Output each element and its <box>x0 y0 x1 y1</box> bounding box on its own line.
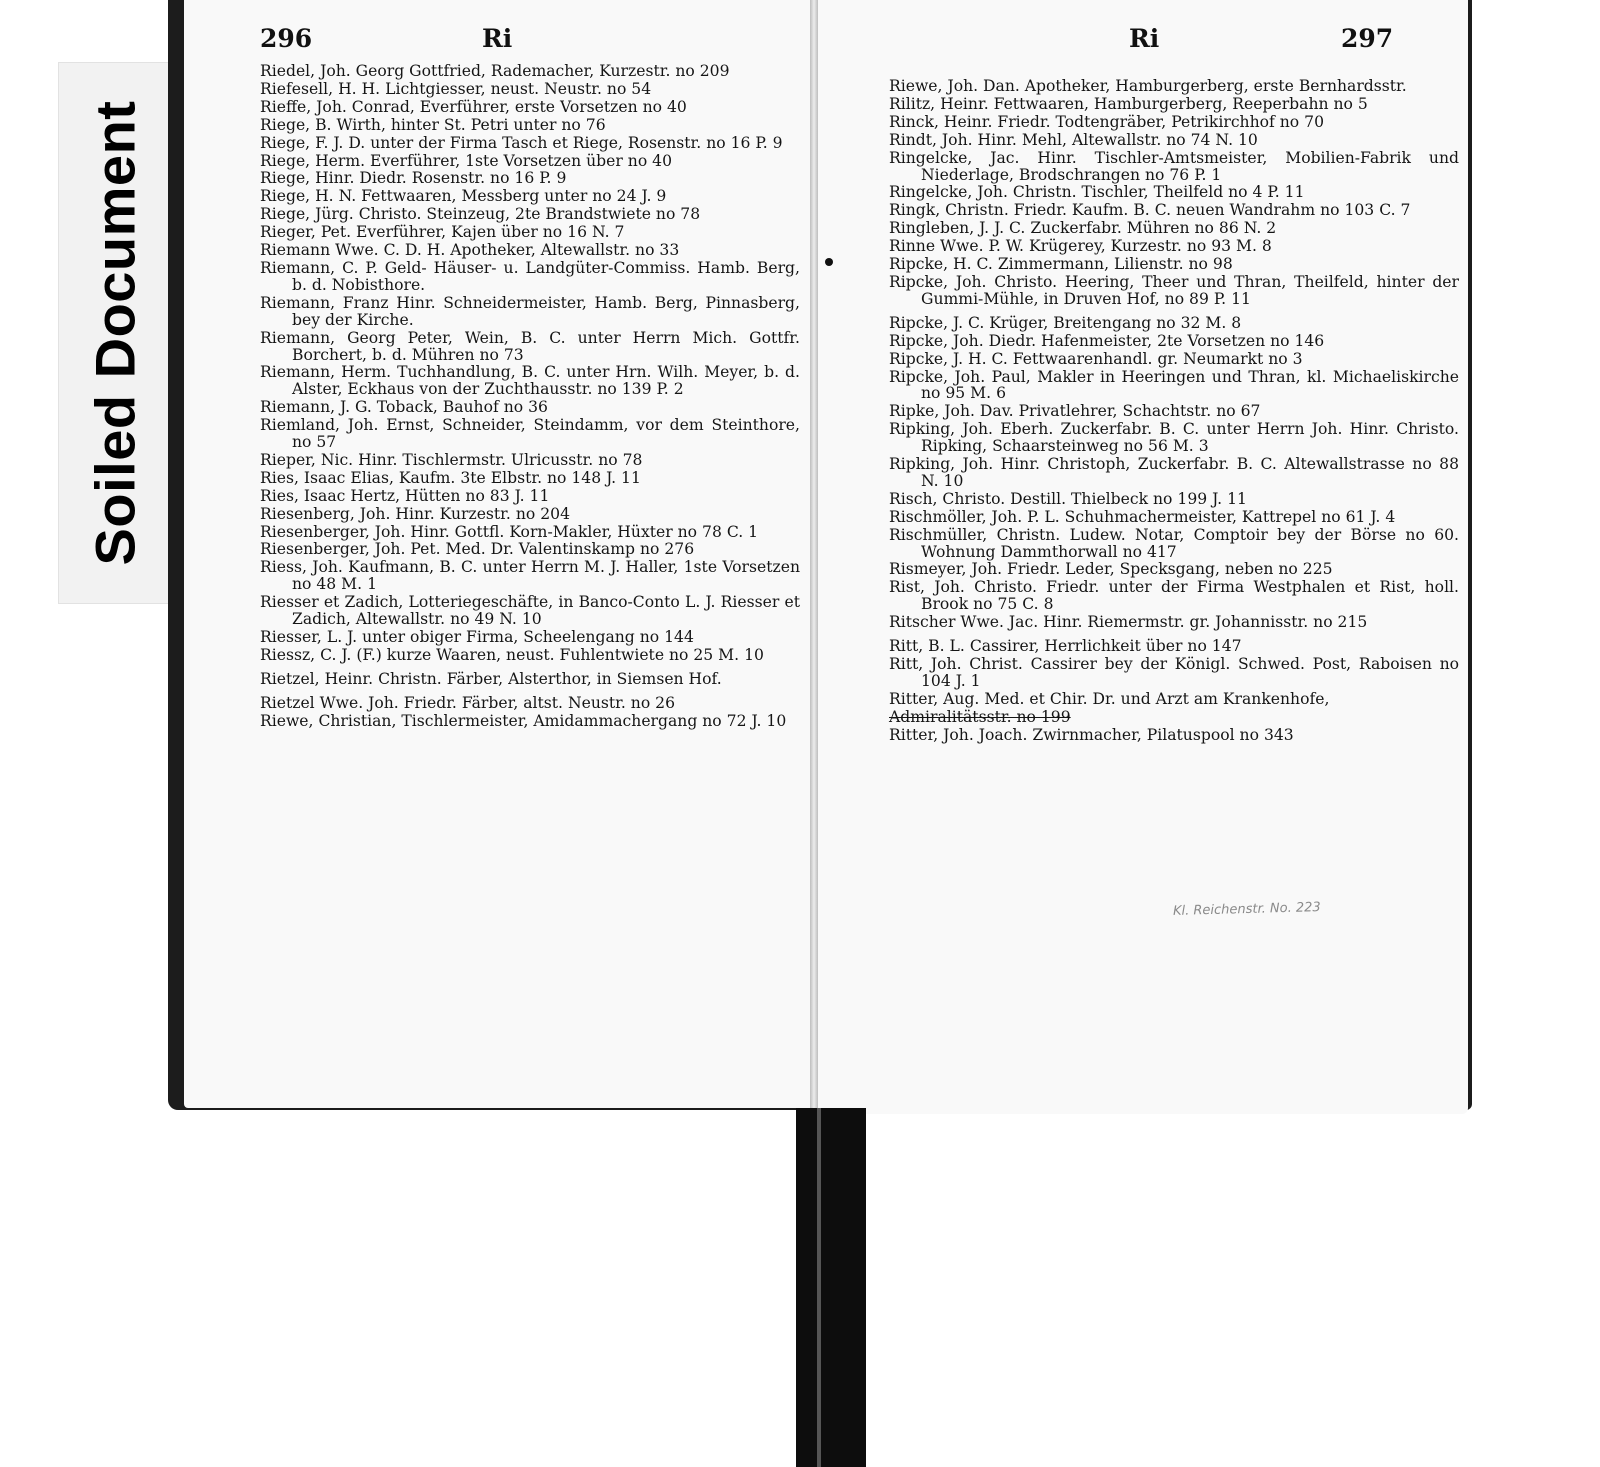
list-item: Ripking, Joh. Eberh. Zuckerfabr. B. C. unter Herrn Joh. Hinr. Christo. Ripking, Schaarsteinweg no 56 M. 3 <box>889 420 1459 456</box>
list-item: Ripcke, Joh. Diedr. Hafenmeister, 2te Vorsetzen no 146 <box>889 331 1325 350</box>
list-item: Riemann, C. P. Geld- Häuser- u. Landgüter-Commiss. Hamb. Berg, b. d. Nobisthore. <box>260 258 800 294</box>
list-item: Rist, Joh. Christo. Friedr. unter der Firma Westphalen et Rist, holl. Brook no 75 C. 8 <box>889 578 1459 614</box>
list-item: Riemann, Franz Hinr. Schneidermeister, Hamb. Berg, Pinnasberg, bey der Kirche. <box>260 293 800 329</box>
list-item: Ripke, Joh. Dav. Privatlehrer, Schachtstr. no 67 <box>889 402 1261 421</box>
left-page-number: 296 <box>260 24 313 53</box>
list-item: Ritt, B. L. Cassirer, Herrlichkeit über no 147 <box>889 637 1242 656</box>
list-item: Ripking, Joh. Hinr. Christoph, Zuckerfabr. B. C. Altewallstrasse no 88 N. 10 <box>889 455 1459 490</box>
list-item: Ries, Isaac Elias, Kaufm. 3te Elbstr. no 148 J. 11 <box>260 468 641 487</box>
list-item: Rischmüller, Christn. Ludew. Notar, Comptoir bey der Börse no 60. Wohnung Dammthorwall no 417 <box>889 525 1459 561</box>
list-item: Ritt, Joh. Christ. Cassirer bey der Königl. Schwed. Post, Raboisen no 104 J. 1 <box>889 655 1459 690</box>
list-item: Riesser et Zadich, Lotteriegeschäfte, in Banco-Conto L. J. Riesser et Zadich, Altewallstr. no 49 N. 10 <box>260 593 800 629</box>
list-item: Rindt, Joh. Hinr. Mehl, Altewallstr. no 74 N. 10 <box>889 130 1258 149</box>
list-item: Riess, Joh. Kaufmann, B. C. unter Herrn M. J. Haller, 1ste Vorsetzen no 48 M. 1 <box>260 558 800 594</box>
list-item: Rismeyer, Joh. Friedr. Leder, Specksgang, neben no 225 <box>889 560 1333 579</box>
list-item: Ripcke, J. H. C. Fettwaarenhandl. gr. Neumarkt no 3 <box>889 349 1303 368</box>
list-item: Rieger, Pet. Everführer, Kajen über no 16 N. 7 <box>260 223 625 242</box>
list-item: Riemann Wwe. C. D. H. Apotheker, Altewallstr. no 33 <box>260 241 680 260</box>
list-item: Ringelcke, Joh. Christn. Tischler, Theilfeld no 4 P. 11 <box>889 183 1305 202</box>
ribbon-fold <box>817 1108 821 1467</box>
struck-address-line: Admiralitätsstr. no 199 <box>889 707 1071 726</box>
left-page <box>184 0 812 1108</box>
left-entry-list <box>260 63 800 731</box>
handwritten-annotation: Kl. Reichenstr. No. 223 <box>1172 900 1321 919</box>
list-item: Ringelcke, Jac. Hinr. Tischler-Amtsmeister, Mobilien-Fabrik und Niederlage, Brodschrangen no 76 P. 1 <box>889 148 1459 184</box>
list-item: Riege, Jürg. Christo. Steinzeug, 2te Brandstwiete no 78 <box>260 205 701 224</box>
list-item: Riege, F. J. D. unter der Firma Tasch et Riege, Rosenstr. no 16 P. 9 <box>260 133 783 152</box>
list-item: Ripcke, Joh. Paul, Makler in Heeringen und Thran, kl. Michaeliskirche no 95 M. 6 <box>889 367 1459 403</box>
ink-spot <box>825 258 833 266</box>
book-gutter <box>810 0 818 1112</box>
list-item: Ripcke, J. C. Krüger, Breitengang no 32 M. 8 <box>889 313 1242 332</box>
list-item: Riesenberger, Joh. Hinr. Gottfl. Korn-Makler, Hüxter no 78 C. 1 <box>260 522 759 541</box>
list-item: Ritter, Aug. Med. et Chir. Dr. und Arzt am Krankenhofe, <box>889 689 1330 708</box>
list-item: Rinck, Heinr. Friedr. Todtengräber, Petrikirchhof no 70 <box>889 112 1324 131</box>
list-item: Riesenberger, Joh. Pet. Med. Dr. Valentinskamp no 276 <box>260 540 695 559</box>
list-item: Risch, Christo. Destill. Thielbeck no 199 J. 11 <box>889 489 1247 508</box>
right-running-head: Ri <box>1129 24 1160 53</box>
list-item: Riemann, Herm. Tuchhandlung, B. C. unter Hrn. Wilh. Meyer, b. d. Alster, Eckhaus von der Zuchthausstr. no 139 P. 2 <box>260 363 800 399</box>
list-item: Riemann, J. G. Toback, Bauhof no 36 <box>260 398 548 417</box>
right-entry-list <box>889 78 1459 745</box>
left-running-head: Ri <box>482 24 513 53</box>
list-item: Riemann, Georg Peter, Wein, B. C. unter Herrn Mich. Gottfr. Borchert, b. d. Mühren no 73 <box>260 328 800 364</box>
right-page-number: 297 <box>1341 24 1394 53</box>
list-item: Rinne Wwe. P. W. Krügerey, Kurzestr. no 93 M. 8 <box>889 237 1272 256</box>
list-item: Riewe, Christian, Tischlermeister, Amidammachergang no 72 J. 10 <box>260 711 787 730</box>
list-item: Riewe, Joh. Dan. Apotheker, Hamburgerberg, erste Bernhardsstr. <box>889 77 1407 95</box>
list-item: Rietzel, Heinr. Christn. Färber, Alsterthor, in Siemsen Hof. <box>260 669 722 688</box>
list-item: Ripcke, Joh. Christo. Heering, Theer und Thran, Theilfeld, hinter der Gummi-Mühle, in Druven Hof, no 89 P. 11 <box>889 272 1459 308</box>
list-item: Riedel, Joh. Georg Gottfried, Rademacher, Kurzestr. no 209 <box>260 62 730 80</box>
list-item: Rischmöller, Joh. P. L. Schuhmachermeister, Kattrepel no 61 J. 4 <box>889 507 1396 526</box>
list-item: Riesenberg, Joh. Hinr. Kurzestr. no 204 <box>260 504 570 523</box>
list-item: Riege, Hinr. Diedr. Rosenstr. no 16 P. 9 <box>260 169 567 188</box>
list-item: Riefesell, H. H. Lichtgiesser, neust. Neustr. no 54 <box>260 79 652 98</box>
soiled-document-label <box>58 62 172 604</box>
list-item: Ringleben, J. J. C. Zuckerfabr. Mühren no 86 N. 2 <box>889 219 1277 238</box>
bookmark-ribbon <box>796 1108 866 1467</box>
list-item: Ringk, Christn. Friedr. Kaufm. B. C. neuen Wandrahm no 103 C. 7 <box>889 201 1411 220</box>
list-item: Riege, B. Wirth, hinter St. Petri unter no 76 <box>260 115 606 134</box>
list-item: Rieper, Nic. Hinr. Tischlermstr. Ulricusstr. no 78 <box>260 450 643 469</box>
right-page <box>817 0 1468 1114</box>
list-item: Riege, H. N. Fettwaaren, Messberg unter no 24 J. 9 <box>260 187 667 206</box>
list-item: Ries, Isaac Hertz, Hütten no 83 J. 11 <box>260 486 550 505</box>
list-item: Rietzel Wwe. Joh. Friedr. Färber, altst. Neustr. no 26 <box>260 693 676 712</box>
list-item: Rilitz, Heinr. Fettwaaren, Hamburgerberg, Reeperbahn no 5 <box>889 94 1368 113</box>
soiled-document-text: Soiled Document <box>83 100 147 566</box>
list-item: Rieffe, Joh. Conrad, Everführer, erste Vorsetzen no 40 <box>260 97 687 116</box>
list-item: Riege, Herm. Everführer, 1ste Vorsetzen über no 40 <box>260 151 673 170</box>
list-item: Ripcke, H. C. Zimmermann, Lilienstr. no 98 <box>889 255 1233 274</box>
list-item: Riessz, C. J. (F.) kurze Waaren, neust. Fuhlentwiete no 25 M. 10 <box>260 645 764 664</box>
list-item: Ritter, Joh. Joach. Zwirnmacher, Pilatuspool no 343 <box>889 725 1294 744</box>
list-item: Riesser, L. J. unter obiger Firma, Scheelengang no 144 <box>260 628 694 646</box>
list-item: Riemland, Joh. Ernst, Schneider, Steindamm, vor dem Steinthore, no 57 <box>260 416 800 452</box>
list-item: Ritscher Wwe. Jac. Hinr. Riemermstr. gr. Johannisstr. no 215 <box>889 613 1368 632</box>
